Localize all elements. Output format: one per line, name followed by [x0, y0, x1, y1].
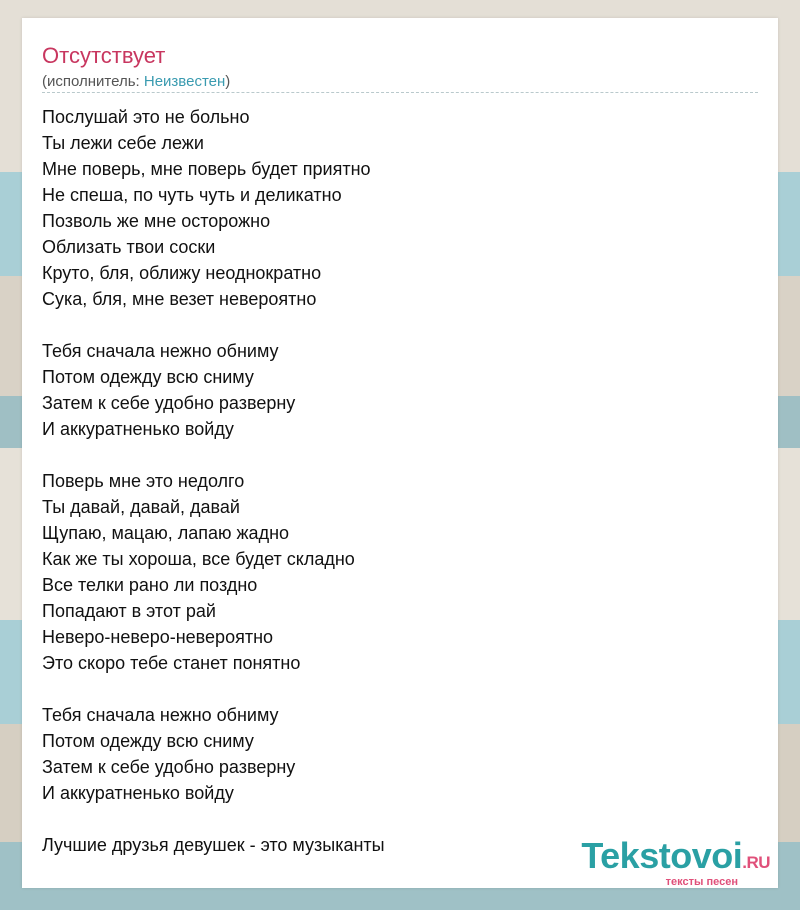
lyric-line: Как же ты хороша, все будет складно [42, 549, 355, 569]
lyric-line: Потом одежду всю сниму [42, 731, 254, 751]
lyric-line: Ты давай, давай, давай [42, 497, 240, 517]
logo-tld: .RU [742, 853, 770, 872]
stanza-break [42, 806, 758, 832]
lyric-line: Позволь же мне осторожно [42, 211, 271, 231]
lyric-line: Круто, бля, оближу неоднократно [42, 263, 322, 283]
lyrics-card [22, 18, 778, 888]
lyric-line: Мне поверь, мне поверь будет приятно [42, 159, 371, 179]
lyric-line: Поверь мне это недолго [42, 471, 245, 491]
artist-suffix: ) [225, 73, 231, 90]
lyric-line: Затем к себе удобно разверну [42, 757, 296, 777]
lyric-line: Это скоро тебе станет понятно [42, 653, 301, 673]
lyric-line: Потом одежду всю сниму [42, 367, 254, 387]
lyric-line: Облизать твои соски [42, 237, 216, 257]
song-title: Отсутствует [42, 43, 166, 68]
lyric-line: Щупаю, мацаю, лапаю жадно [42, 523, 290, 543]
artist-link[interactable]: Неизвестен [143, 73, 226, 90]
stanza-break [42, 676, 758, 702]
lyric-line: Послушай это не больно [42, 107, 250, 127]
logo-tagline: тексты песен [665, 876, 738, 888]
artist-line [42, 73, 230, 90]
lyric-line: Не спеша, по чуть чуть и деликатно [42, 185, 342, 205]
lyric-line: Ты лежи себе лежи [42, 133, 204, 153]
stanza-break [42, 442, 758, 468]
lyric-line: И аккуратненько войду [42, 419, 234, 439]
lyric-line: Неверо-неверо-невероятно [42, 627, 274, 647]
lyric-line: Лучшие друзья девушек - это музыканты [42, 835, 385, 855]
site-logo[interactable] [581, 837, 770, 888]
lyric-line: Тебя сначала нежно обниму [42, 341, 279, 361]
logo-name: Tekstovoi [581, 835, 743, 876]
lyric-line: Затем к себе удобно разверну [42, 393, 296, 413]
lyric-line: Сука, бля, мне везет невероятно [42, 289, 317, 309]
lyric-line: Попадают в этот рай [42, 601, 216, 621]
lyrics-text [42, 104, 758, 858]
lyric-line: Тебя сначала нежно обниму [42, 705, 279, 725]
artist-prefix: (исполнитель: [42, 73, 144, 90]
title-divider [42, 92, 758, 93]
lyric-line: Все телки рано ли поздно [42, 575, 258, 595]
stanza-break [42, 312, 758, 338]
lyric-line: И аккуратненько войду [42, 783, 234, 803]
